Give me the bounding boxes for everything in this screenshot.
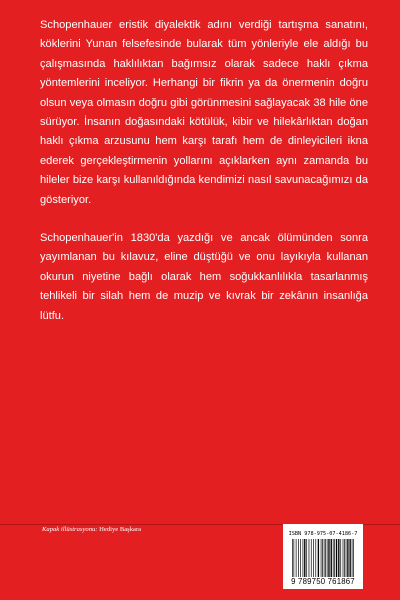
isbn-text: ISBN 978-975-07-4186-7 (288, 531, 358, 537)
blurb-paragraph-2: Schopenhauer'in 1830'da yazdığı ve ancak ölümünden sonra yayımlanan bu kılavuz, eline düştüğü ve onu layıkıyla kullanan okurun niyetine bağlı olarak hem soğukkanlılıkla tasarlanmış tehlikeli bir silah hem de muzip ve kıvrak bir zekânın insanlığa lütfu. (40, 232, 368, 322)
credit-label: Kapak illüstrasyonu: (42, 526, 98, 533)
blurb-paragraph-1: Schopenhauer eristik diyalektik adını verdiği tartışma sanatını, köklerini Yunan felsefesinde bularak tüm yönleriyle ele aldığı bu çalışmasında haklılıktan bağımsız olarak sadece haklı çıkma yöntemlerini inceliyor. Herhangi bir fikrin ya da önermenin doğru olsun veya olmasın doğru gibi görünmesini sağlayacak 38 hile öne sürüyor. İnsanın doğasındaki kötülük, kibir ve hilekârlıktan doğan haklı çıkma arzusunu hem karşı tarafı hem de dinleyicileri ikna ederek gerçekleştirmenin yollarını açıklarken aynı zamanda bu hileler bize karşı kullanıldığında kendimizi nasıl savunacağımızı da gösteriyor. (40, 19, 368, 206)
cover-illustration-credit (42, 525, 141, 534)
barcode-icon (292, 539, 354, 577)
credit-name: Hediye Başkara (99, 526, 142, 533)
back-cover-blurb (40, 16, 368, 326)
isbn-barcode-box (283, 524, 363, 589)
barcode-digits: 9 789750 761867 (291, 577, 355, 586)
